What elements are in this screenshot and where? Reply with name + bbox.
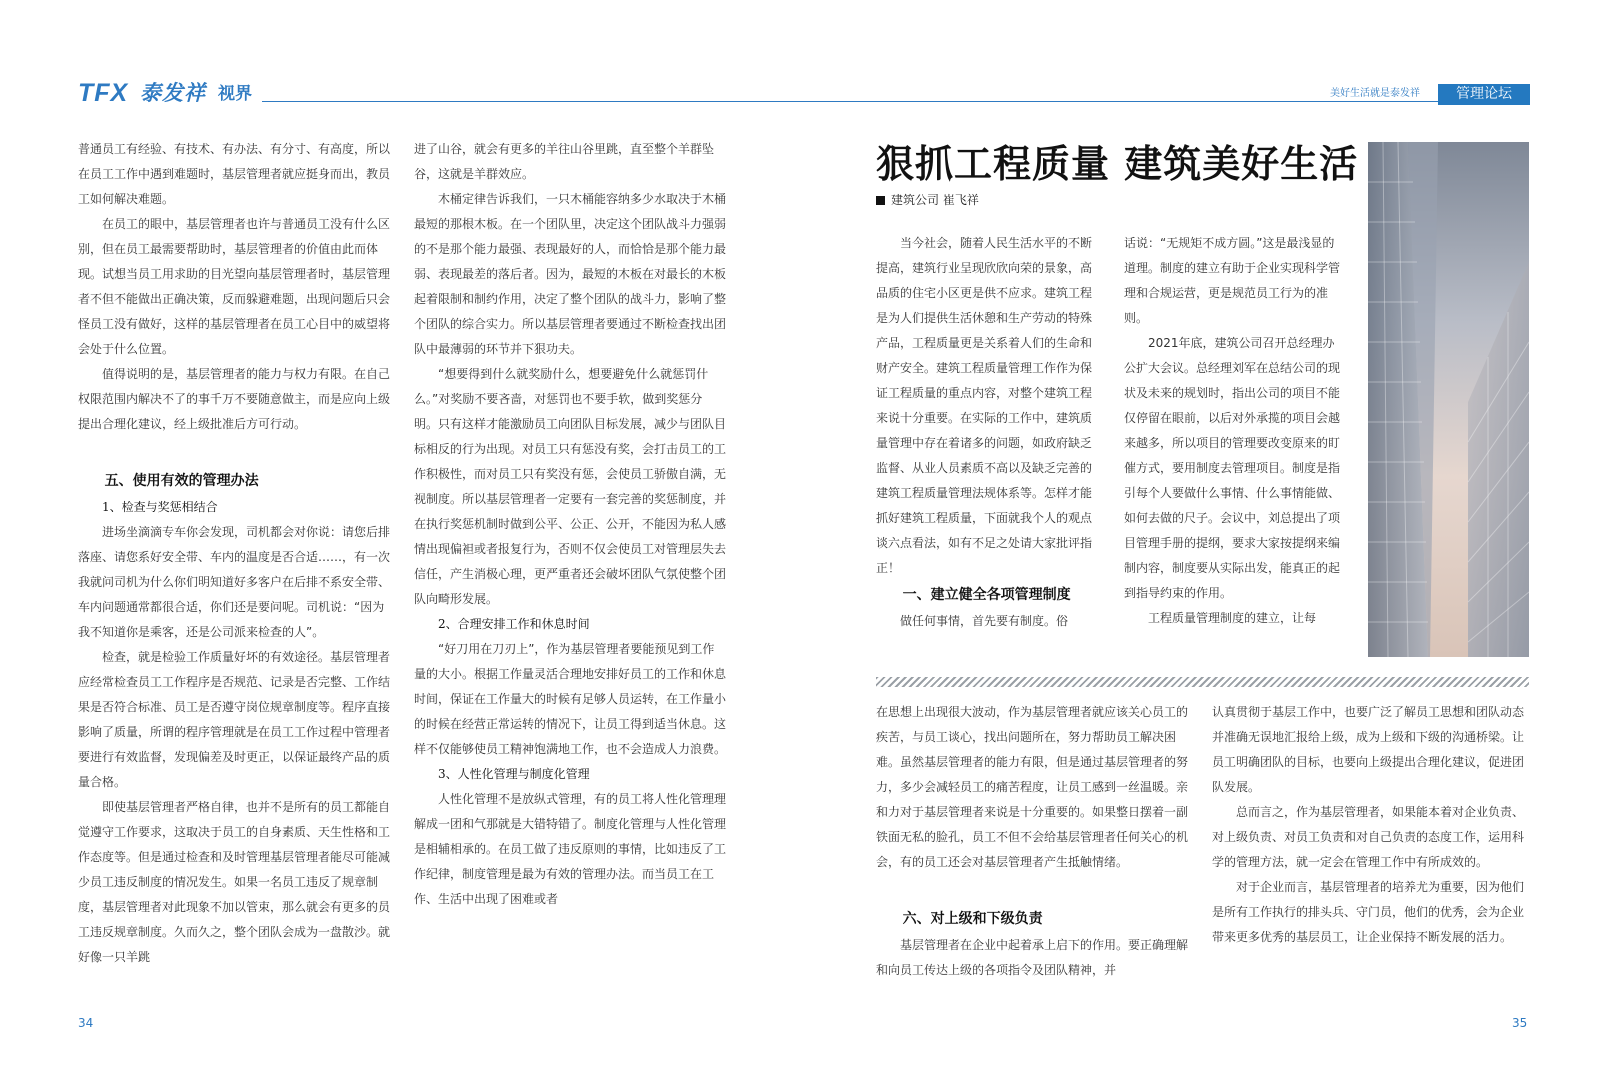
paragraph: 木桶定律告诉我们，一只木桶能容纳多少水取决于木桶最短的那根木板。在一个团队里，决定这个团队战斗力强弱的不是那个能力最强、表现最好的人，而恰恰是那个能力最弱、表现最差的落后者。因为，最短的木板在对最长的木板起着限制和制约作用，决定了整个团队的战斗力，影响了整个团队的综合实力。所以基层管理者要通过不断检查找出团队中最薄弱的环节并下狠功夫。 (414, 192, 727, 356)
paragraph: 基层管理者在企业中起着承上启下的作用。要正确理解和向员工传达上级的各项指令及团队精神，并 (876, 938, 1189, 977)
paragraph: “想要得到什么就奖励什么，想要避免什么就惩罚什么。”对奖励不要吝啬，对惩罚也不要手软，做到奖惩分明。只有这样才能激励员工向团队目标发展，减少与团队目标相反的行为出现。对员工只有惩没有奖，会打击员工的工作积极性，而对员工只有奖没有惩，会使员工骄傲自满，无视制度。所以基层管理者一定要有一套完善的奖惩制度，并在执行奖惩机制时做到公平、公正、公开，不能因为私人感情出现偏袒或者报复行为，否则不仅会使员工对管理层失去信任，产生消极心理，更严重者还会破坏团队气氛使整个团队向畸形发展。 (414, 367, 727, 606)
subheading-5-1: 1、检查与奖惩相结合 (102, 500, 218, 514)
byline-text: 建筑公司 崔飞祥 (891, 193, 979, 207)
paragraph: 即使基层管理者严格自律，也并不是所有的员工都能自觉遵守工作要求，这取决于员工的自身素质、天生性格和工作态度等。但是通过检查和及时管理基层管理者能尽可能减少员工违反制度的情况发生。如果一名员工违反了规章制度，基层管理者对此现象不加以管束，那么就会有更多的员工违反规章制度。久而久之，整个团队会成为一盘散沙。就好像一只羊跳 (78, 800, 391, 964)
right-column-2 (1124, 231, 1344, 631)
left-column-2 (414, 137, 726, 912)
paragraph: 工程质量管理制度的建立，让每 (1148, 611, 1317, 625)
hatched-divider (876, 677, 1529, 687)
section-heading-6: 六、对上级和下级负责 (902, 911, 1043, 927)
section-heading-1: 一、建立健全各项管理制度 (902, 587, 1071, 603)
slogan: 美好生活就是泰发祥 (1330, 88, 1420, 99)
right-column-3 (876, 700, 1188, 983)
paragraph: 进场坐滴滴专车你会发现，司机都会对你说：请您后排落座、请您系好安全带、车内的温度是否合适……，有一次我就问司机为什么你们明知道好多客户在后排不系安全带、车内问题通常都很合适，你们还是要问呢。司机说：“因为我不知道你是乘客，还是公司派来检查的人”。 (78, 525, 391, 639)
paragraph: 值得说明的是，基层管理者的能力与权力有限。在自己权限范围内解决不了的事千万不要随意做主，而是应向上级提出合理化建议，经上级批准后方可行动。 (78, 367, 391, 431)
paragraph: 对于企业而言，基层管理者的培养尤为重要，因为他们是所有工作执行的排头兵、守门员，他们的优秀，会为企业带来更多优秀的基层员工，让企业保持不断发展的活力。 (1212, 880, 1525, 944)
building-photo (1368, 142, 1529, 657)
article-byline (876, 192, 979, 208)
logo-tfx: TFX (78, 79, 129, 107)
right-column-4 (1212, 700, 1529, 950)
section-badge: 管理论坛 (1438, 84, 1530, 105)
paragraph: 进了山谷，就会有更多的羊往山谷里跳，直至整个羊群坠谷，这就是羊群效应。 (414, 142, 715, 181)
left-column-1 (78, 137, 390, 970)
subheading-5-3: 3、人性化管理与制度化管理 (438, 767, 590, 781)
building-illustration (1368, 142, 1529, 657)
paragraph: 总而言之，作为基层管理者，如果能本着对企业负责、对上级负责、对员工负责和对自己负责的态度工作，运用科学的管理方法，就一定会在管理工作中有所成效的。 (1212, 805, 1525, 869)
paragraph: 当今社会，随着人民生活水平的不断提高，建筑行业呈现欣欣向荣的景象，高品质的住宅小区更是供不应求。建筑工程是为人们提供生活休憩和生产劳动的特殊产品，工程质量更是关系着人们的生命和财产安全。建筑工程质量管理工作作为保证工程质量的重点内容，对整个建筑工程来说十分重要。在实际的工作中，建筑质量管理中存在着诸多的问题，如政府缺乏监督、从业人员素质不高以及缺乏完善的建筑工程质量管理法规体系等。怎样才能抓好建筑工程质量，下面就我个人的观点谈六点看法，如有不足之处请大家批评指正！ (876, 236, 1093, 575)
paragraph: 检查，就是检验工作质量好坏的有效途径。基层管理者应经常检查员工工作程序是否规范、记录是否完整、工作结果是否符合标准、员工是否遵守岗位规章制度等。程序直接影响了质量，所谓的程序管理就是在员工工作过程中管理者要进行有效监督，发现偏差及时更正，以保证最终产品的质量合格。 (78, 650, 391, 789)
paragraph: 人性化管理不是放纵式管理，有的员工将人性化管理理解成一团和气那就是大错特错了。制度化管理与人性化管理是相辅相承的。在员工做了违反原则的事情，比如违反了工作纪律，制度管理是最为有效的管理办法。而当员工在工作、生活中出现了困难或者 (414, 792, 727, 906)
square-bullet-icon (876, 196, 885, 205)
paragraph: 在思想上出现很大波动，作为基层管理者就应该关心员工的疾苦，与员工谈心，找出问题所在，努力帮助员工解决困难。虽然基层管理者的能力有限，但是通过基层管理者的努力，多少会减轻员工的痛苦程度，让员工感到一丝温暖。亲和力对于基层管理者来说是十分重要的。如果整日摆着一副铁面无私的脸孔，员工不但不会给基层管理者任何关心的机会，有的员工还会对基层管理者产生抵触情绪。 (876, 705, 1189, 869)
page-number-right: 35 (1512, 1016, 1528, 1030)
article-title: 狠抓工程质量 建筑美好生活 (876, 142, 1359, 186)
paragraph: 普通员工有经验、有技术、有办法、有分寸、有高度，所以在员工工作中遇到难题时，基层管理者就应挺身而出，教员工如何解决难题。 (78, 142, 391, 206)
paragraph: 2021年底，建筑公司召开总经理办公扩大会议。总经理刘军在总结公司的现状及未来的规划时，指出公司的项目不能仅停留在眼前，以后对外承揽的项目会越来越多，所以项目的管理要改变原来的盯催方式，要用制度去管理项目。制度是指引每个人要做什么事情、什么事情能做、如何去做的尺子。会议中，刘总提出了项目管理手册的提纲，要求大家按提纲来编制内容，制度要从实际出发，能真正的起到指导约束的作用。 (1124, 336, 1341, 600)
paragraph: 在员工的眼中，基层管理者也许与普通员工没有什么区别，但在员工最需要帮助时，基层管理者的价值由此而体现。试想当员工用求助的目光望向基层管理者时，基层管理者不但不能做出正确决策，反而躲避难题，出现问题后只会怪员工没有做好，这样的基层管理者在员工心目中的威望将会处于什么位置。 (78, 217, 391, 356)
paragraph: “好刀用在刀刃上”，作为基层管理者要能预见到工作量的大小。根据工作量灵活合理地安排好员工的工作和休息时间，保证在工作量大的时候有足够人员运转，在工作量小的时候在经营正常运转的情况下，让员工得到适当休息。这样不仅能够使员工精神饱满地工作，也不会造成人力浪费。 (414, 642, 727, 756)
section-heading-5: 五、使用有效的管理办法 (104, 473, 259, 489)
paragraph: 认真贯彻于基层工作中，也要广泛了解员工思想和团队动态并准确无误地汇报给上级，成为上级和下级的沟通桥梁。让员工明确团队的目标，也要向上级提出合理化建议，促进团队发展。 (1212, 705, 1525, 794)
page-number-left: 34 (78, 1016, 94, 1030)
logo-brand-name: 泰发祥 (140, 81, 206, 105)
paragraph: 做任何事情，首先要有制度。俗 (900, 614, 1069, 628)
logo-view: 视界 (218, 84, 252, 104)
paragraph: 话说：“无规矩不成方圆。”这是最浅显的道理。制度的建立有助于企业实现科学管理和合规运营，更是规范员工行为的准则。 (1124, 236, 1341, 325)
right-column-1 (876, 231, 1096, 634)
header-rule (262, 101, 1529, 102)
subheading-5-2: 2、合理安排工作和休息时间 (438, 617, 590, 631)
